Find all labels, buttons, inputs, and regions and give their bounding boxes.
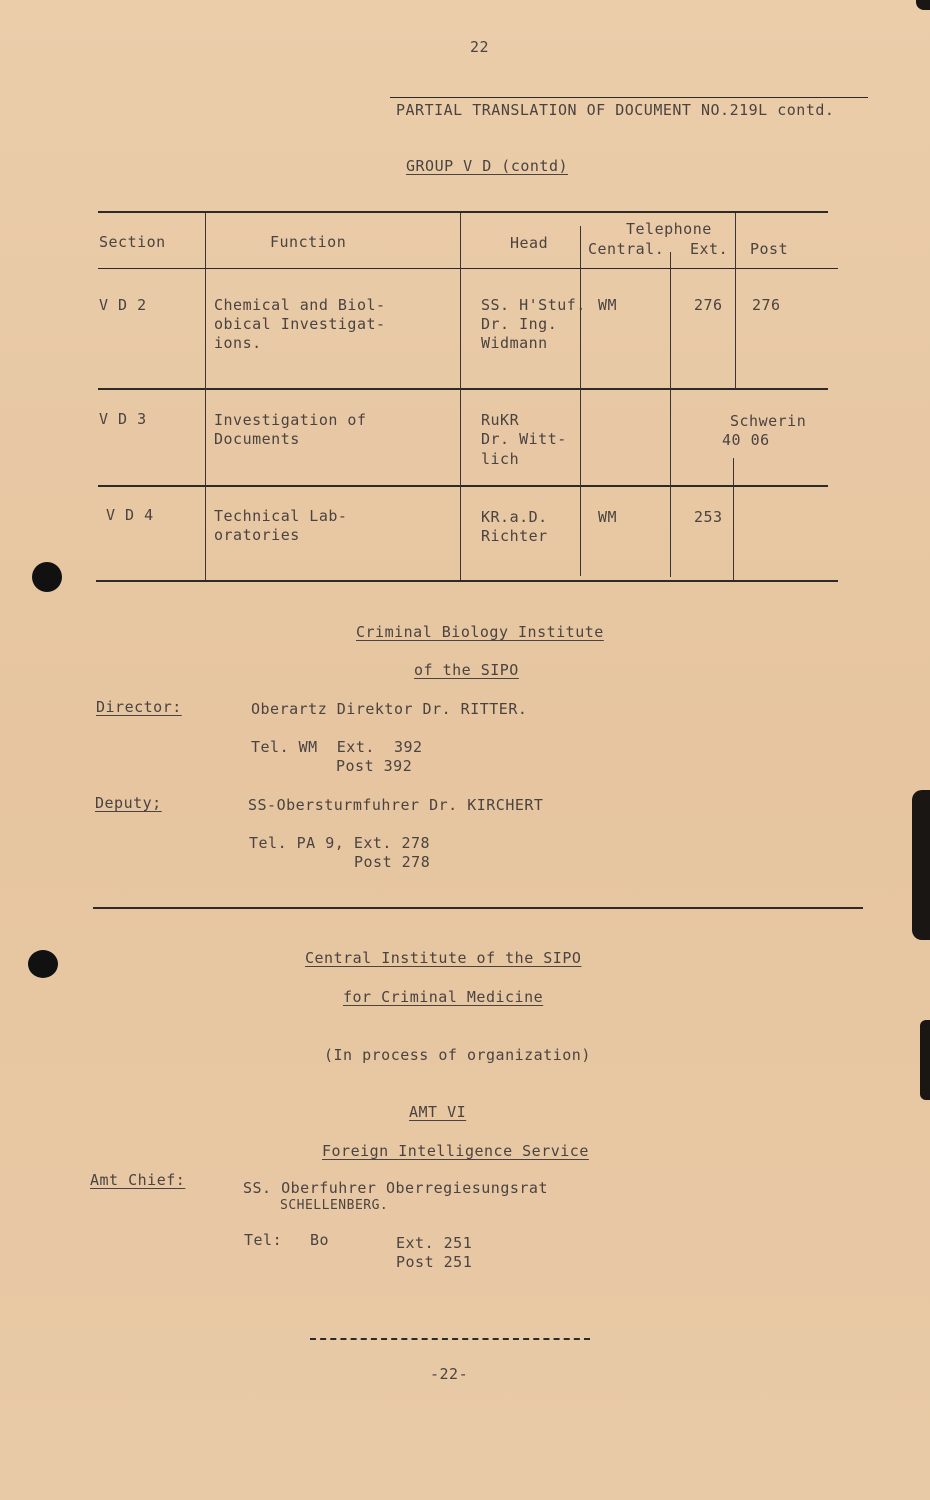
deputy-name: SS-Obersturmfuhrer Dr. KIRCHERT — [248, 796, 544, 814]
amt-tel-post: Post 251 — [396, 1253, 473, 1271]
top-right-corner-mark — [916, 0, 930, 10]
table-col-divider-post — [735, 213, 736, 389]
table-row-rule-1 — [98, 388, 828, 390]
row-2-head-line-2: Dr. Witt- — [481, 430, 567, 448]
row-1-head-line-1: SS. H'Stuf. — [481, 296, 586, 314]
punch-hole-upper — [32, 562, 62, 592]
row-1-function-line-3: ions. — [214, 334, 262, 352]
table-col-divider-ext — [670, 252, 671, 577]
deputy-label: Deputy; — [95, 794, 162, 812]
header-telephone: Telephone — [626, 220, 712, 238]
row-1-section: V D 2 — [99, 296, 147, 314]
table-col-divider-post-lower — [733, 458, 734, 580]
row-3-central: WM — [598, 508, 618, 526]
row-3-ext: 253 — [694, 508, 723, 526]
cbi-title: Criminal Biology Institute — [356, 623, 604, 641]
right-edge-tear-lower — [920, 1020, 930, 1100]
row-2-head-line-1: RuKR — [481, 411, 520, 429]
document-title: PARTIAL TRANSLATION OF DOCUMENT NO.219L contd. — [396, 101, 835, 119]
right-edge-tear — [912, 790, 930, 940]
header-ext: Ext. — [690, 240, 729, 258]
cbi-subtitle: of the SIPO — [414, 661, 519, 679]
director-label: Director: — [96, 698, 182, 716]
row-3-function-line-2: oratories — [214, 526, 300, 544]
row-2-section: V D 3 — [99, 410, 147, 428]
row-3-function-line-1: Technical Lab- — [214, 507, 348, 525]
amt-chief-line-1: SS. Oberfuhrer Oberregiesungsrat — [243, 1179, 548, 1197]
row-1-function-line-1: Chemical and Biol- — [214, 296, 386, 314]
row-2-post-number: 40 06 — [722, 431, 770, 449]
row-2-function-line-2: Documents — [214, 430, 300, 448]
amt-tel-ext: Ext. 251 — [396, 1234, 473, 1252]
amt-title: AMT VI — [409, 1103, 467, 1121]
row-1-ext: 276 — [694, 296, 723, 314]
header-central: Central. — [588, 240, 665, 258]
table-row-rule-2 — [98, 485, 828, 487]
row-1-head-line-2: Dr. Ing. — [481, 315, 558, 333]
header-head: Head — [510, 234, 549, 252]
director-name: Oberartz Direktor Dr. RITTER. — [251, 700, 528, 718]
title-rule — [390, 97, 868, 98]
punch-hole-lower — [28, 950, 58, 978]
row-3-head-line-1: KR.a.D. — [481, 508, 548, 526]
header-section: Section — [99, 233, 166, 251]
amt-tel-label: Tel: — [244, 1231, 283, 1249]
row-2-post: Schwerin — [730, 412, 807, 430]
row-1-central: WM — [598, 296, 618, 314]
director-post: Post 392 — [336, 757, 413, 775]
amt-chief-label: Amt Chief: — [90, 1171, 186, 1189]
table-col-divider-central — [580, 226, 581, 576]
row-1-post: 276 — [752, 296, 781, 314]
section-divider — [93, 907, 863, 909]
end-dashed-rule — [310, 1338, 590, 1340]
row-1-head-line-3: Widmann — [481, 334, 548, 352]
deputy-tel: Tel. PA 9, Ext. 278 — [249, 834, 431, 852]
row-1-function-line-2: obical Investigat- — [214, 315, 386, 333]
table-header-rule — [98, 268, 838, 269]
page-number-top: 22 — [470, 38, 490, 56]
page-number-bottom: -22- — [430, 1365, 469, 1383]
cim-subtitle: for Criminal Medicine — [343, 988, 544, 1006]
header-post: Post — [750, 240, 789, 258]
amt-chief-line-2: SCHELLENBERG. — [280, 1198, 389, 1213]
amt-subtitle: Foreign Intelligence Service — [322, 1142, 589, 1160]
group-heading: GROUP V D (contd) — [406, 157, 569, 175]
cim-title: Central Institute of the SIPO — [305, 949, 582, 967]
header-function: Function — [270, 233, 347, 251]
director-tel: Tel. WM Ext. 392 — [251, 738, 423, 756]
table-top-rule — [98, 211, 828, 213]
row-3-head-line-2: Richter — [481, 527, 548, 545]
row-2-function-line-1: Investigation of — [214, 411, 367, 429]
amt-tel-exchange: Bo — [310, 1231, 330, 1249]
deputy-post: Post 278 — [354, 853, 431, 871]
cim-note: (In process of organization) — [324, 1046, 591, 1064]
table-col-divider-function — [205, 213, 206, 580]
table-col-divider-head — [460, 213, 461, 580]
row-2-head-line-3: lich — [481, 450, 520, 468]
row-3-section: V D 4 — [106, 506, 154, 524]
table-bottom-rule — [96, 580, 838, 582]
